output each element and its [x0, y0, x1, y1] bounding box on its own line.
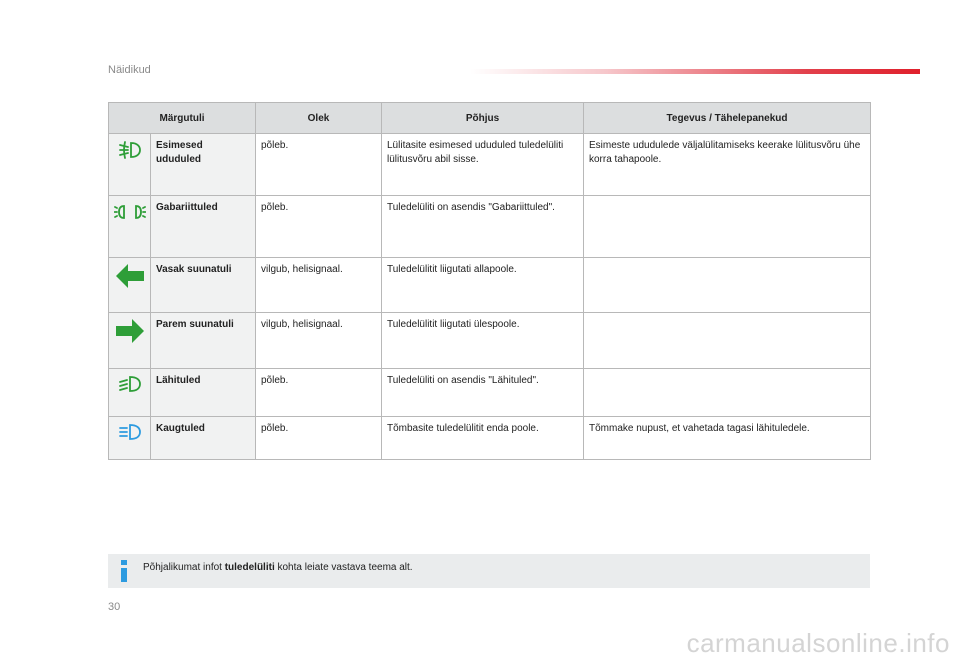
indicator-cause: Lülitasite esimesed ududuled tuledelüliti lülitusvõru abil sisse.: [382, 134, 584, 196]
section-title-rule: [470, 69, 920, 74]
right-turn-signal-icon: [115, 318, 145, 344]
indicator-state: vilgub, helisignaal.: [256, 313, 382, 369]
indicator-name: Esimesed ududuled: [151, 134, 256, 196]
indicator-action: [584, 196, 871, 258]
info-text-keyword: tuledelüliti: [224, 562, 275, 573]
indicator-action: Tõmmake nupust, et vahetada tagasi lähituledele.: [584, 417, 871, 460]
table-row: [109, 313, 871, 369]
indicator-state: põleb.: [256, 369, 382, 417]
indicator-state: põleb.: [256, 196, 382, 258]
indicator-state: põleb.: [256, 417, 382, 460]
indicator-cause: Tuledelülitit liigutati allapoole.: [382, 258, 584, 313]
indicator-action: [584, 313, 871, 369]
indicator-name: Parem suunatuli: [151, 313, 256, 369]
indicator-state: põleb.: [256, 134, 382, 196]
left-turn-signal-icon: [115, 263, 145, 289]
indicator-action: Esimeste ududulede väljalülitamiseks keerake lülitusvõru ühe korra tahapoole.: [584, 134, 871, 196]
indicator-table: [108, 102, 871, 460]
column-header-state: Olek: [256, 103, 382, 134]
table-row: [109, 196, 871, 258]
indicator-state: vilgub, helisignaal.: [256, 258, 382, 313]
table-row: [109, 369, 871, 417]
side-lights-icon: [114, 201, 146, 223]
indicator-cause: Tuledelüliti on asendis "Gabariittuled".: [382, 196, 584, 258]
table-header-row: [109, 103, 871, 134]
watermark: carmanualsonline.info: [686, 628, 950, 658]
main-beam-icon: [117, 422, 143, 442]
front-fog-light-icon: [117, 139, 143, 161]
indicator-cause: Tuledelülitit liigutati ülespoole.: [382, 313, 584, 369]
info-icon: [118, 560, 130, 587]
info-text-end: kohta leiate vastava teema alt.: [274, 562, 413, 573]
column-header-cause: Põhjus: [382, 103, 584, 134]
indicator-cause: Tuledelüliti on asendis "Lähituled".: [382, 369, 584, 417]
table-row: [109, 417, 871, 460]
indicator-name: Gabariittuled: [151, 196, 256, 258]
indicator-name: Vasak suunatuli: [151, 258, 256, 313]
indicator-action: [584, 258, 871, 313]
info-note: [108, 554, 870, 588]
table-row: [109, 134, 871, 196]
dipped-beam-icon: [117, 374, 143, 394]
indicator-cause: Tõmbasite tuledelülitit enda poole.: [382, 417, 584, 460]
indicator-name: Kaugtuled: [151, 417, 256, 460]
indicator-action: [584, 369, 871, 417]
table-row: [109, 258, 871, 313]
page-number: 30: [108, 601, 121, 613]
column-header-indicator: Märgutuli: [109, 103, 256, 134]
indicator-name: Lähituled: [151, 369, 256, 417]
info-text-start: Põhjalikumat infot: [143, 562, 225, 573]
column-header-action: Tegevus / Tähelepanekud: [584, 103, 871, 134]
section-title: Näidikud: [108, 64, 151, 76]
info-text: [143, 562, 413, 573]
